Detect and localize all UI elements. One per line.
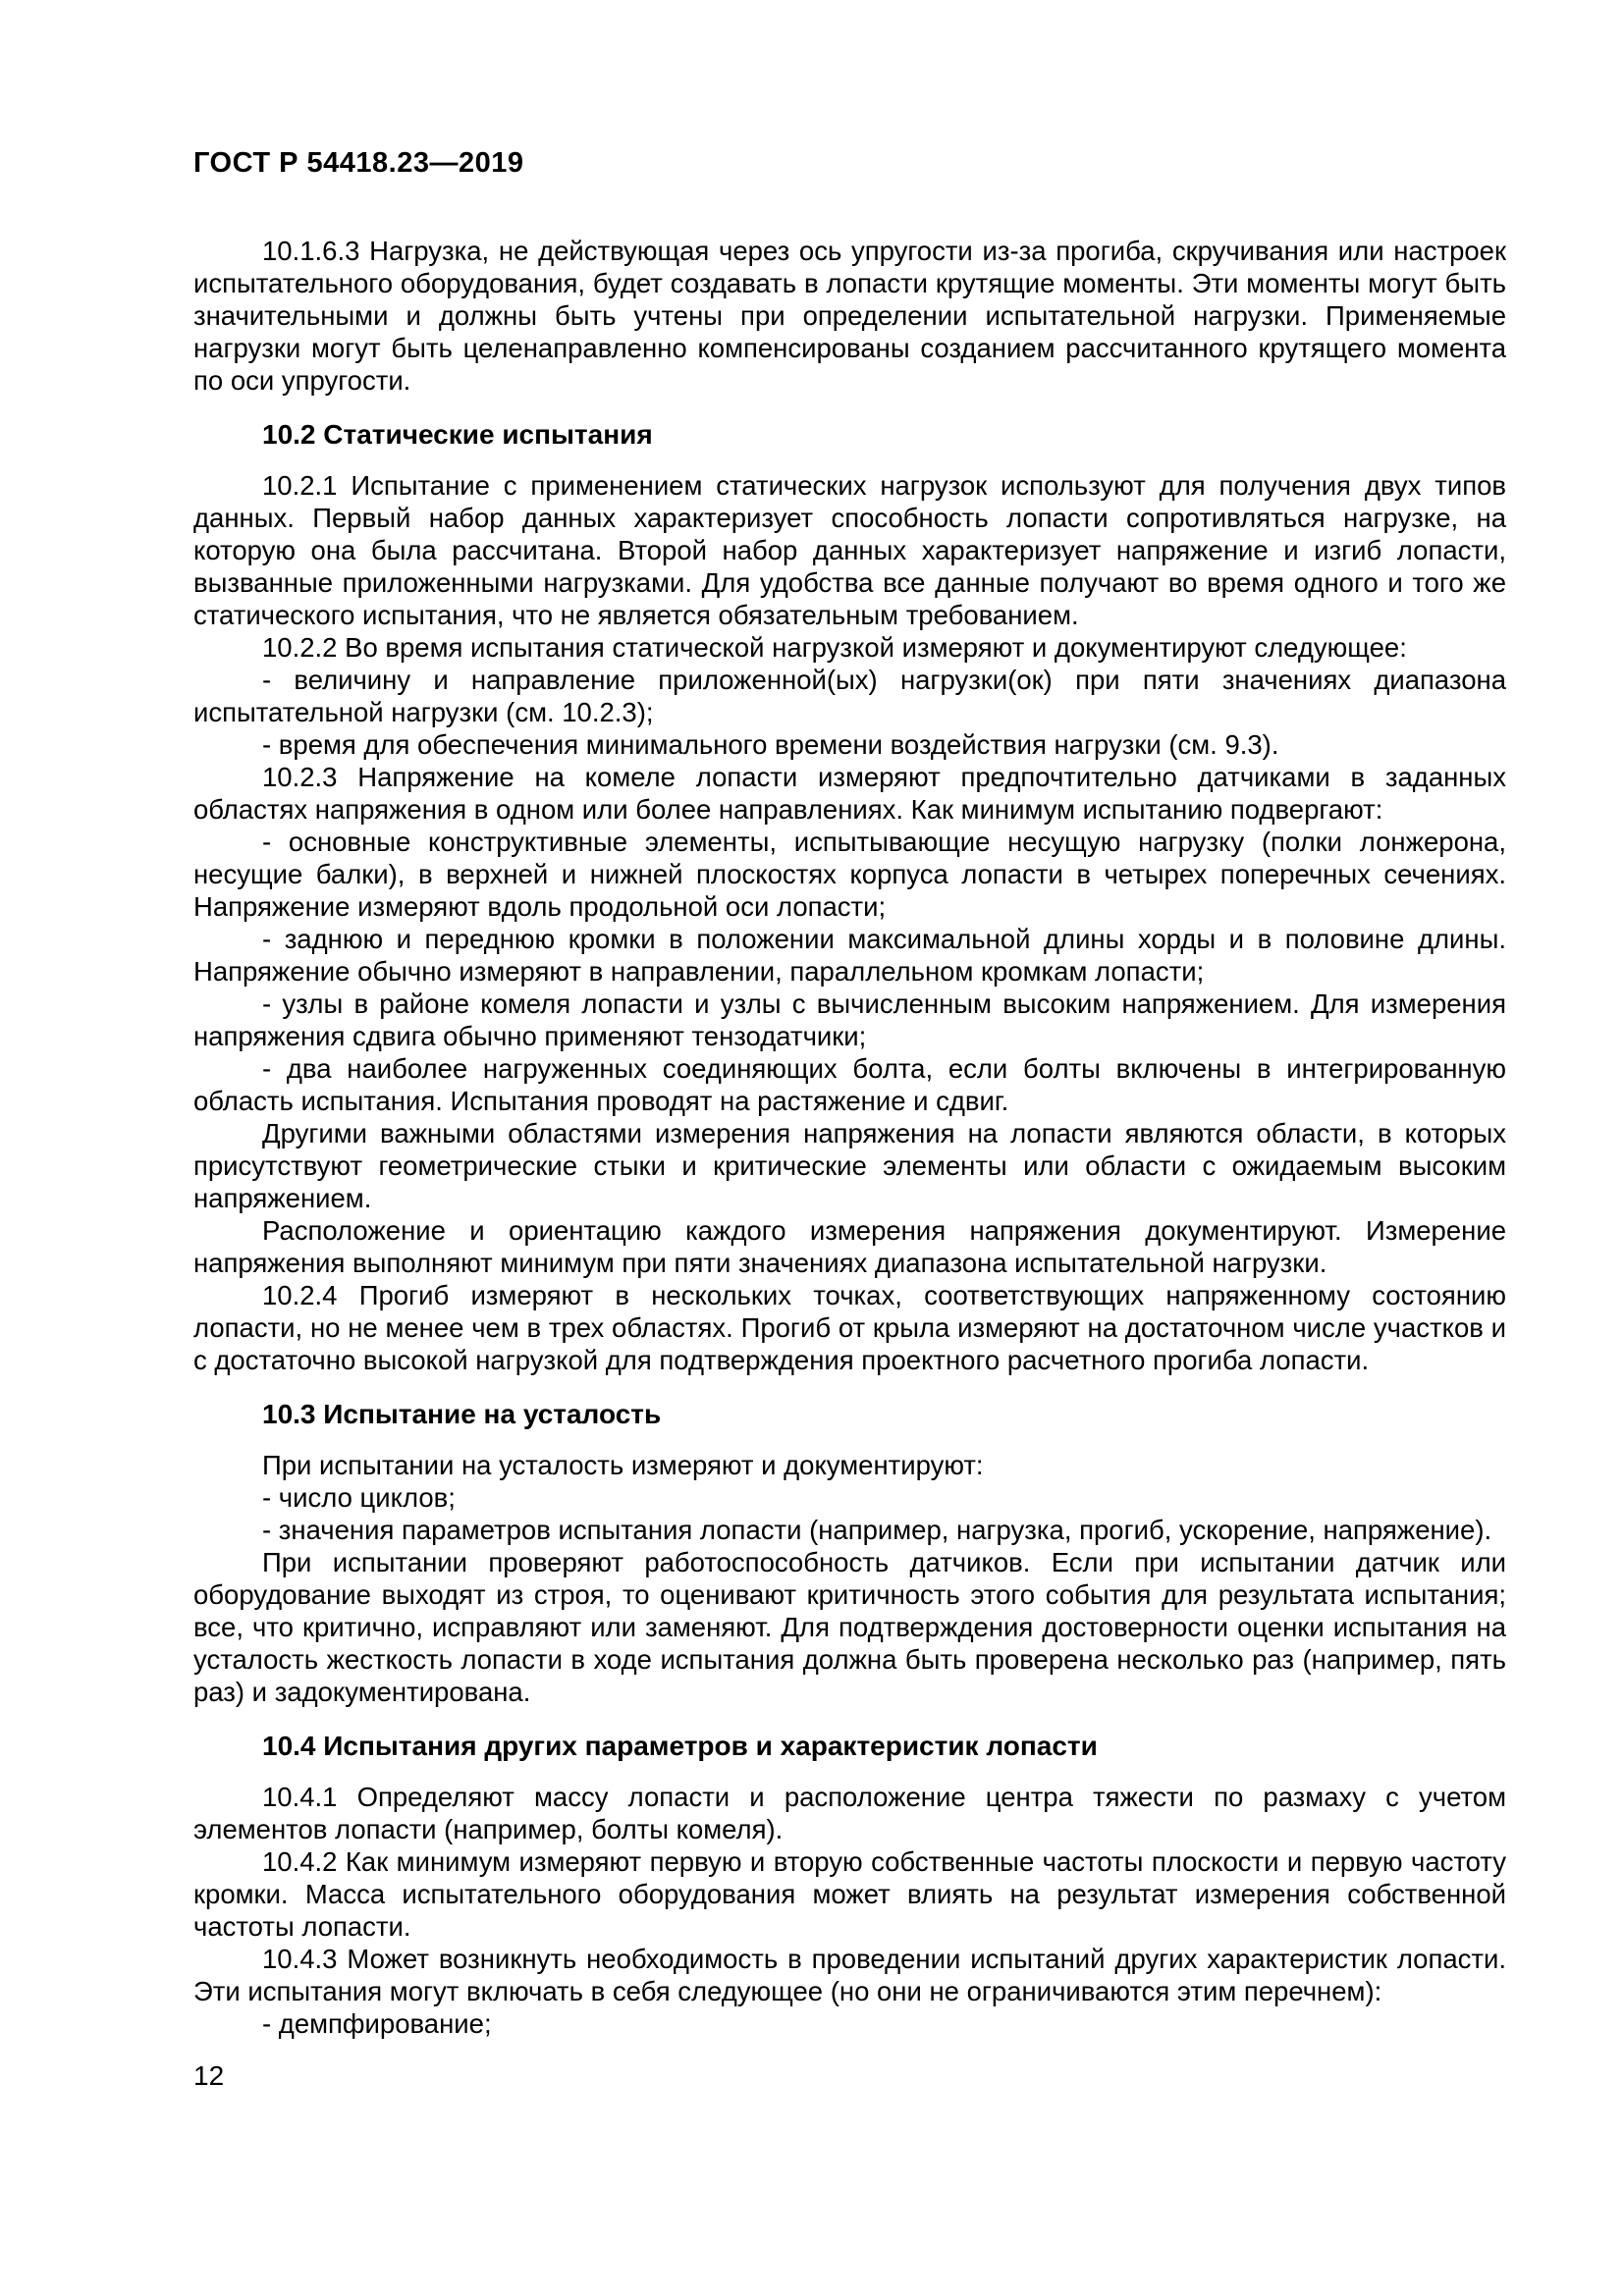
- heading-10-3: 10.3 Испытание на усталость: [262, 1399, 662, 1429]
- clause-10-4-3: 10.4.3 Может возникнуть необходимость в проведении испытаний других характеристик лопасти. Эти испытания могут включать в себя следующее (но они не ограничиваются этим перечнем):: [193, 1944, 1506, 2006]
- clause-10-2-4: 10.2.4 Прогиб измеряют в нескольких точках, соответствующих напряженному состоянию лопасти, но не менее чем в трех областях. Прогиб от крыла измеряют на достаточном числе участков и с достаточно высокой нагрузкой для подтверждения проектного расчетного прогиба лопасти.: [193, 1280, 1506, 1375]
- list-item: - значения параметров испытания лопасти (например, нагрузка, прогиб, ускорение, напряжение).: [262, 1515, 1492, 1545]
- list-item: - заднюю и переднюю кромки в положении максимальной длины хорды и в половине длины. Напряжение обычно измеряют в направлении, параллельном кромкам лопасти;: [193, 924, 1506, 987]
- clause-10-2-2: 10.2.2 Во время испытания статической нагрузкой измеряют и документируют следующее:: [262, 632, 1407, 663]
- list-item: - число циклов;: [262, 1482, 456, 1513]
- document-body: [193, 147, 1506, 2040]
- page-number: 12: [193, 2060, 225, 2091]
- list-item: - величину и направление приложенной(ых) нагрузки(ок) при пяти значениях диапазона испытательной нагрузки (см. 10.2.3);: [193, 665, 1506, 727]
- clause-10-2-1: 10.2.1 Испытание с применением статических нагрузок используют для получения двух типов данных. Первый набор данных характеризует способность лопасти сопротивляться нагрузке, на которую она была рассчитана. Второй набор данных характеризует напряжение и изгиб лопасти, вызванные приложенными нагрузками. Для удобства все данные получают во время одного и того же статического испытания, что не является обязательным требованием.: [193, 470, 1506, 630]
- running-header: ГОСТ Р 54418.23—2019: [193, 147, 524, 179]
- list-item: - два наиболее нагруженных соединяющих болта, если болты включены в интегрированную область испытания. Испытания проводят на растяжение и сдвиг.: [193, 1053, 1506, 1116]
- clause-10-1-6-3: 10.1.6.3 Нагрузка, не действующая через ось упругости из-за прогиба, скручивания или настроек испытательного оборудования, будет создавать в лопасти крутящие моменты. Эти моменты могут быть значительными и должны быть учтены при определении испытательной нагрузки. Применяемые нагрузки могут быть целенаправленно компенсированы созданием рассчитанного крутящего момента по оси упругости.: [193, 236, 1506, 396]
- paragraph: При испытании проверяют работоспособность датчиков. Если при испытании датчик или оборудование выходят из строя, то оценивают критичность этого события для результата испытания; все, что критично, исправляют или заменяют. Для подтверждения достоверности оценки испытания на усталость жесткость лопасти в ходе испытания должна быть проверена несколько раз (например, пять раз) и задокументирована.: [193, 1547, 1506, 1707]
- clause-10-4-1: 10.4.1 Определяют массу лопасти и расположение центра тяжести по размаху с учетом элементов лопасти (например, болты комеля).: [193, 1782, 1506, 1844]
- clause-10-4-2: 10.4.2 Как минимум измеряют первую и вторую собственные частоты плоскости и первую частоту кромки. Масса испытательного оборудования может влиять на результат измерения собственной частоты лопасти.: [193, 1846, 1506, 1942]
- list-item: - узлы в районе комеля лопасти и узлы с вычисленным высоким напряжением. Для измерения напряжения сдвига обычно применяют тензодатчики;: [193, 988, 1506, 1051]
- paragraph: Другими важными областями измерения напряжения на лопасти являются области, в которых присутствуют геометрические стыки и критические элементы или области с ожидаемым высоким напряжением.: [193, 1118, 1506, 1213]
- paragraph: Расположение и ориентацию каждого измерения напряжения документируют. Измерение напряжения выполняют минимум при пяти значениях диапазона испытательной нагрузки.: [193, 1215, 1506, 1278]
- clause-10-2-3: 10.2.3 Напряжение на комеле лопасти измеряют предпочтительно датчиками в заданных областях напряжения в одном или более направлениях. Как минимум испытанию подвергают:: [193, 762, 1506, 825]
- paragraph: При испытании на усталость измеряют и документируют:: [262, 1450, 984, 1480]
- list-item: - демпфирование;: [262, 2008, 492, 2039]
- list-item: - время для обеспечения минимального времени воздействия нагрузки (см. 9.3).: [262, 729, 1279, 760]
- heading-10-2: 10.2 Статические испытания: [262, 419, 653, 450]
- list-item: - основные конструктивные элементы, испытывающие несущую нагрузку (полки лонжерона, несущие балки), в верхней и нижней плоскостях корпуса лопасти в четырех поперечных сечениях. Напряжение измеряют вдоль продольной оси лопасти;: [193, 827, 1506, 922]
- heading-10-4: 10.4 Испытания других параметров и характеристик лопасти: [262, 1731, 1098, 1761]
